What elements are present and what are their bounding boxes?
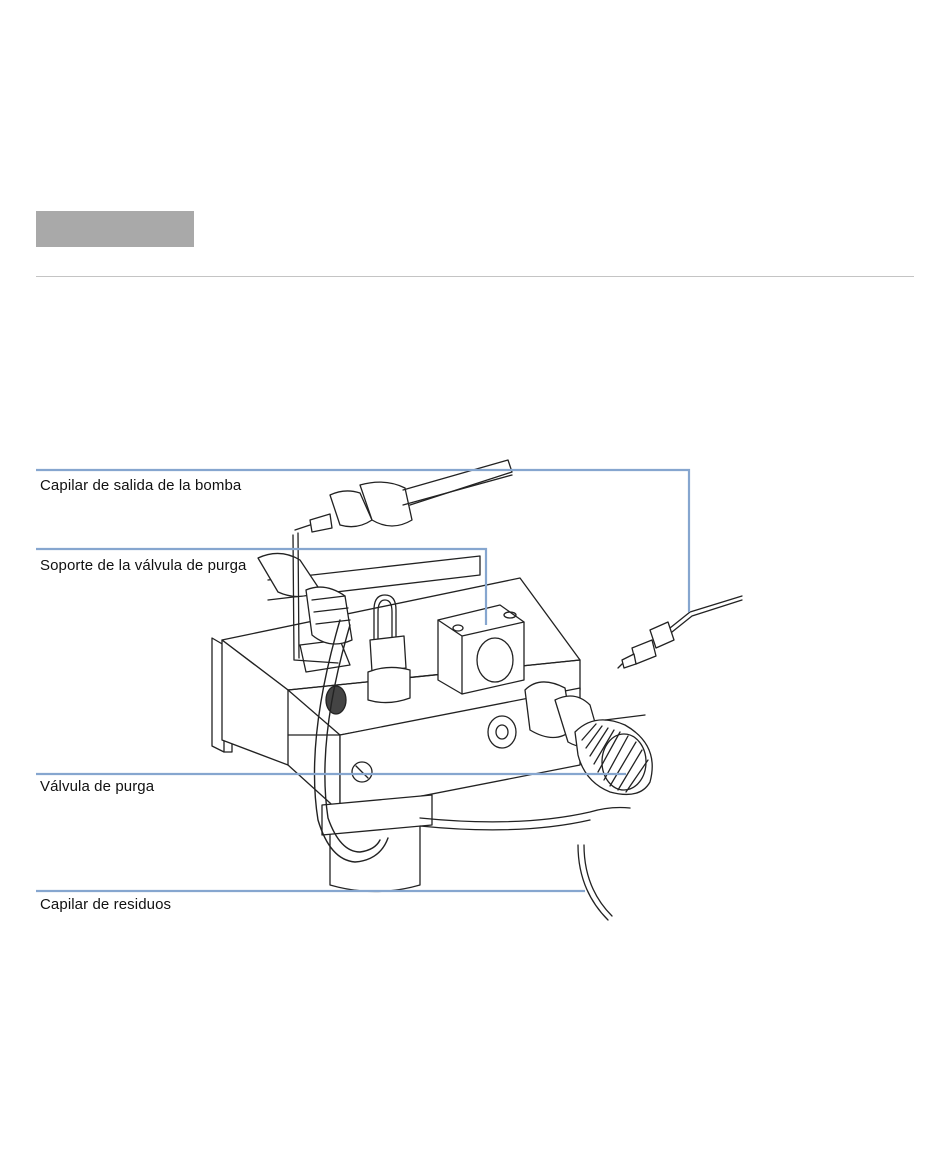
purge-valve-holder <box>438 605 524 694</box>
pump-drawing <box>212 460 742 920</box>
pump-outlet-capillary <box>618 596 742 668</box>
label-pump-outlet-capillary: Capilar de salida de la bomba <box>40 477 242 494</box>
label-purge-valve-holder: Soporte de la válvula de purga <box>40 557 247 574</box>
label-waste-capillary: Capilar de residuos <box>40 896 172 913</box>
bottom-cylinder <box>322 795 432 892</box>
label-purge-valve: Válvula de purga <box>40 778 155 795</box>
